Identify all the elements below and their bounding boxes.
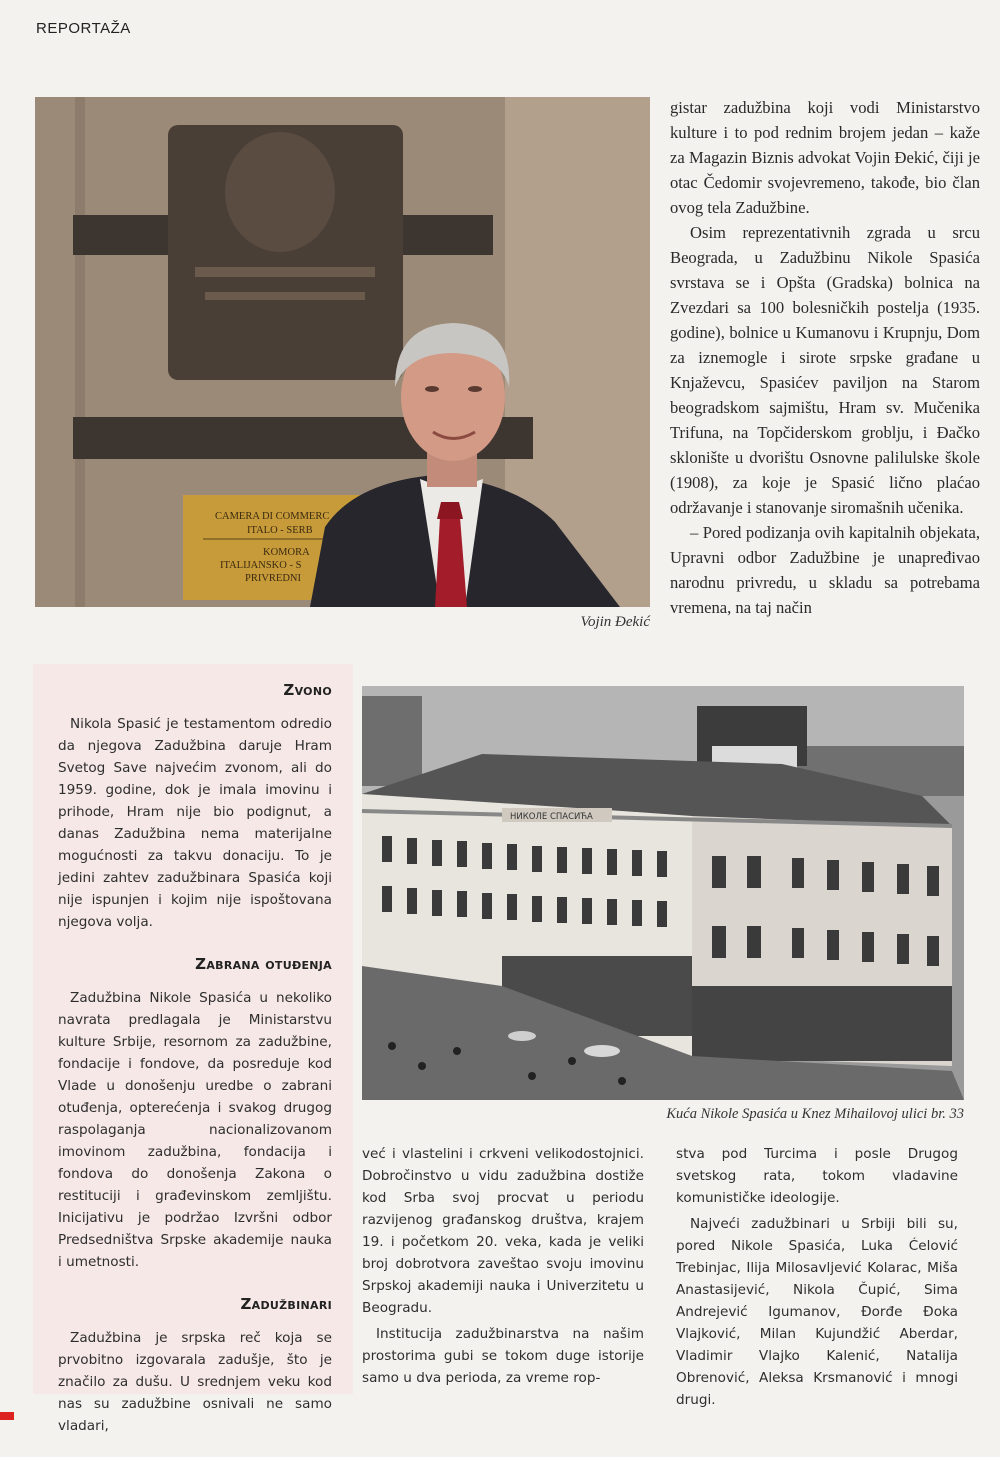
plaque-line-4: ITALIJANSKO - S [220,560,302,571]
plaque-line-2: ITALO - SERB [247,525,313,536]
paragraph: već i vlastelini i crkveni velikodostojnici. Dobročinstvo u vidu zadužbina dostiže kod Srba svoj procvat u periodu razvijenog građanskog društva, krajem 19. i početkom 20. veka, kada je veliki broj dobrotvora zaveštao svoju imovinu Srpskoj akademiji nauka i Univerzitetu u Beogradu. [362,1146,644,1316]
portrait-photo [35,97,650,607]
article-column-bottom-right [676,1143,958,1411]
building-caption: Kuća Nikole Spasića u Knez Mihailovoj ulici br. 33 [666,1106,964,1122]
sidebar [58,675,332,1457]
paragraph: Osim reprezentativnih zgrada u srcu Beograda, u Zadužbinu Nikole Spasića svrstava se i Opšta (Gradska) bolnica na Zvezdari sa 100 bolesničkih postelja (1935. godine), bolnice u Kumanovu i Krupnju, Dom za iznemogle i sirote srpske građane u Knjaževcu, Spasićev paviljon na Starom beogradskom sajmištu, Hram sv. Mučenika Trifuna, na Topčiderskom groblju, i Đačko sklonište u dvorištu Osnovne palilulske škole (1908), za koje je Spasić lično plaćao održavanje i stanovanje siromašnih učenika. [670,223,980,517]
paragraph: Najveći zadužbinari u Srbiji bili su, pored Nikole Spasića, Luka Ćelović Trebinjac, Ilija Milosavljević Kolarac, Miša Anastasijević, Nikola Čupić, Sima Andrejević Igumanov, Đorđe Đoka Vlajković, Milan Kujundžić Aberdar, Vladimir Vlajko Kalenić, Natalija Obrenović, Aleksa Krsmanović i mnogi drugi. [676,1216,958,1408]
sidebar-heading: Zvono [283,681,332,699]
sidebar-paragraph: Nikola Spasić je testamentom odredio da njegova Zadužbina daruje Hram Svetog Save najvećim zvonom, ali do 1959. godine, dok je imala imovinu i prihode, Hram nije bio podignut, a danas Zadužbina nema materijalne mogućnosti za takvu donaciju. To je jedini zahtev zadužbinara Spasića koji nije ispunjen i kojim nije ispoštovana njegova volja. [58,716,332,930]
paragraph: Institucija zadužbinarstva na našim prostorima gubi se tokom duge istorije samo u dva perioda, za vreme rop- [362,1326,644,1386]
plaque-line-3: KOMORA [263,547,310,558]
paragraph: – Pored podizanja ovih kapitalnih objekata, Upravni odbor Zadužbine je unapređivao narodnu privredu, u skladu sa potrebama vremena, na taj način [670,523,980,617]
sidebar-paragraph: Zadužbina Nikole Spasića u nekoliko navrata predlagala je Ministarstvu kulture Srbije, resornom za zadužbine, fondacije i fondove, da posreduje kod Vlade u donošenju uredbe o zabrani otuđenja, opterećenja i svakog drugog raspolaganja nacionalizovanom imovinom zadužbina, fondacija i fondova do donošenja Zakona o restituciji i građevinskom zemljištu. Inicijativu je podržao Izvršni odbor Predsedništva Srpske akademije nauka i umetnosti. [58,990,332,1270]
section-label: REPORTAŽA [36,20,131,37]
portrait-caption: Vojin Đekić [580,614,650,630]
corner-mark [0,1412,14,1420]
building-sign: НИКОЛЕ СПАСИЋА [510,812,593,822]
paragraph: stva pod Turcima i posle Drugog svetskog rata, tokom vladavine komunističke ideologije. [676,1146,958,1206]
paragraph: gistar zadužbina koji vodi Ministarstvo kulture i to pod rednim brojem jedan – kaže za Magazin Biznis advokat Vojin Đekić, čiji je otac Čedomir svojevremeno, takođe, bio član ovog tela Zadužbine. [670,98,980,217]
sidebar-heading: Zadužbinari [240,1295,332,1313]
building-photo [362,686,964,1100]
sidebar-heading: Zabrana otuđenja [195,955,332,973]
plaque-line-1: CAMERA DI COMMERC [215,511,330,522]
plaque-line-5: PRIVREDNI [245,573,302,584]
article-column-bottom-left [362,1143,644,1389]
sidebar-paragraph: Zadužbina je srpska reč koja se prvobitno izgovarala zadušje, što je značilo za dušu. U srednjem veku kod nas su zadužbine osnivali ne samo vladari, [58,1330,332,1434]
article-column-top-right [670,95,980,620]
